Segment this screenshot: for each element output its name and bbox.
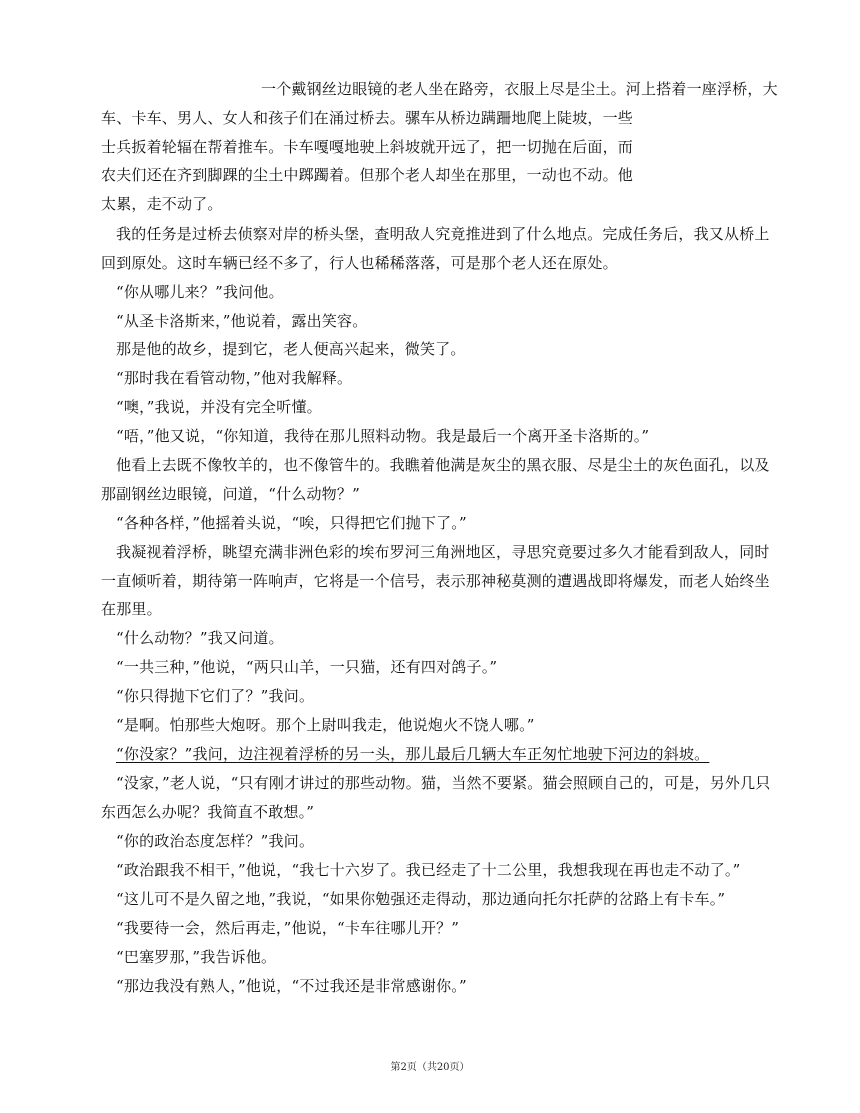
text-line: 车、卡车、男人、女人和孩子们在涌过桥去。骡车从桥边蹒跚地爬上陡坡，一些	[101, 109, 634, 127]
text-line: “这儿可不是久留之地，”我说，“如果你勉强还走得动，那边通向托尔托萨的岔路上有卡车。”	[116, 890, 726, 908]
text-line: “一共三种，”他说，“两只山羊，一只猫，还有四对鸽子。”	[116, 658, 498, 676]
text-line: 他看上去既不像牧羊的，也不像管牛的。我瞧着他满是灰尘的黑衣服、尽是尘土的灰色面孔，以及	[116, 456, 770, 474]
text-line: 一个戴钢丝边眼镜的老人坐在路旁，衣服上尽是尘土。河上搭着一座浮桥，大	[261, 80, 778, 98]
text-line: “没家，”老人说，“只有刚才讲过的那些动物。猫，当然不要紧。猫会照顾自己的，可是，另外几只	[116, 774, 771, 792]
text-line: 那副钢丝边眼镜，问道，“什么动物？”	[101, 485, 360, 503]
text-line: 我凝视着浮桥，眺望充满非洲色彩的埃布罗河三角洲地区，寻思究竟要过多久才能看到敌人，同时	[116, 543, 770, 561]
text-line: “巴塞罗那，”我告诉他。	[116, 948, 277, 966]
text-line: “唔，”他又说，“你知道，我待在那儿照料动物。我是最后一个离开圣卡洛斯的。”	[116, 427, 650, 445]
text-line: “我要待一会，然后再走，”他说，“卡车往哪儿开？”	[116, 919, 460, 937]
text-line: 东西怎么办呢？我简直不敢想。”	[101, 803, 315, 821]
text-line: 农夫们还在齐到脚踝的尘土中踯躅着。但那个老人却坐在那里，一动也不动。他	[101, 166, 634, 184]
text-line: 回到原处。这时车辆已经不多了，行人也稀稀落落，可是那个老人还在原处。	[101, 254, 618, 272]
text-line: 一直倾听着，期待第一阵响声，它将是一个信号，表示那神秘莫测的遭遇战即将爆发，而老人始终坐	[101, 572, 770, 590]
text-line: “政治跟我不相干，”他说，“我七十六岁了。我已经走了十二公里，我想我现在再也走不动了。”	[116, 861, 741, 879]
page-number: 第2页（共20页）	[390, 1062, 470, 1073]
text-line: “从圣卡洛斯来，”他说着，露出笑容。	[116, 312, 368, 330]
text-line: “你从哪儿来？”我问他。	[116, 283, 284, 301]
text-line: 在那里。	[101, 600, 162, 618]
underlined-text-line: “你没家？”我问，边注视着浮桥的另一头，那儿最后几辆大车正匆忙地驶下河边的斜坡。	[116, 745, 710, 763]
text-line: “噢，”我说，并没有完全听懂。	[116, 398, 322, 416]
text-line: 我的任务是过桥去侦察对岸的桥头堡，查明敌人究竟推进到了什么地点。完成任务后，我又从桥上	[116, 225, 770, 243]
text-line: “各种各样，”他摇着头说，“唉，只得把它们抛下了。”	[116, 514, 467, 532]
text-line: “那边我没有熟人，”他说，“不过我还是非常感谢你。”	[116, 977, 467, 995]
text-line: 太累，走不动了。	[101, 195, 223, 213]
text-line: “你只得抛下它们了？”我问。	[116, 687, 315, 705]
text-line: “你的政治态度怎样？”我问。	[116, 832, 315, 850]
text-line: “什么动物？”我又问道。	[116, 629, 284, 647]
text-line: 士兵扳着轮辐在帮着推车。卡车嘎嘎地驶上斜坡就开远了，把一切抛在后面，而	[101, 138, 634, 156]
text-line: “那时我在看管动物，”他对我解释。	[116, 369, 353, 387]
text-line: 那是他的故乡，提到它，老人便高兴起来，微笑了。	[116, 340, 466, 358]
text-line: “是啊。怕那些大炮呀。那个上尉叫我走，他说炮火不饶人哪。”	[116, 716, 535, 734]
